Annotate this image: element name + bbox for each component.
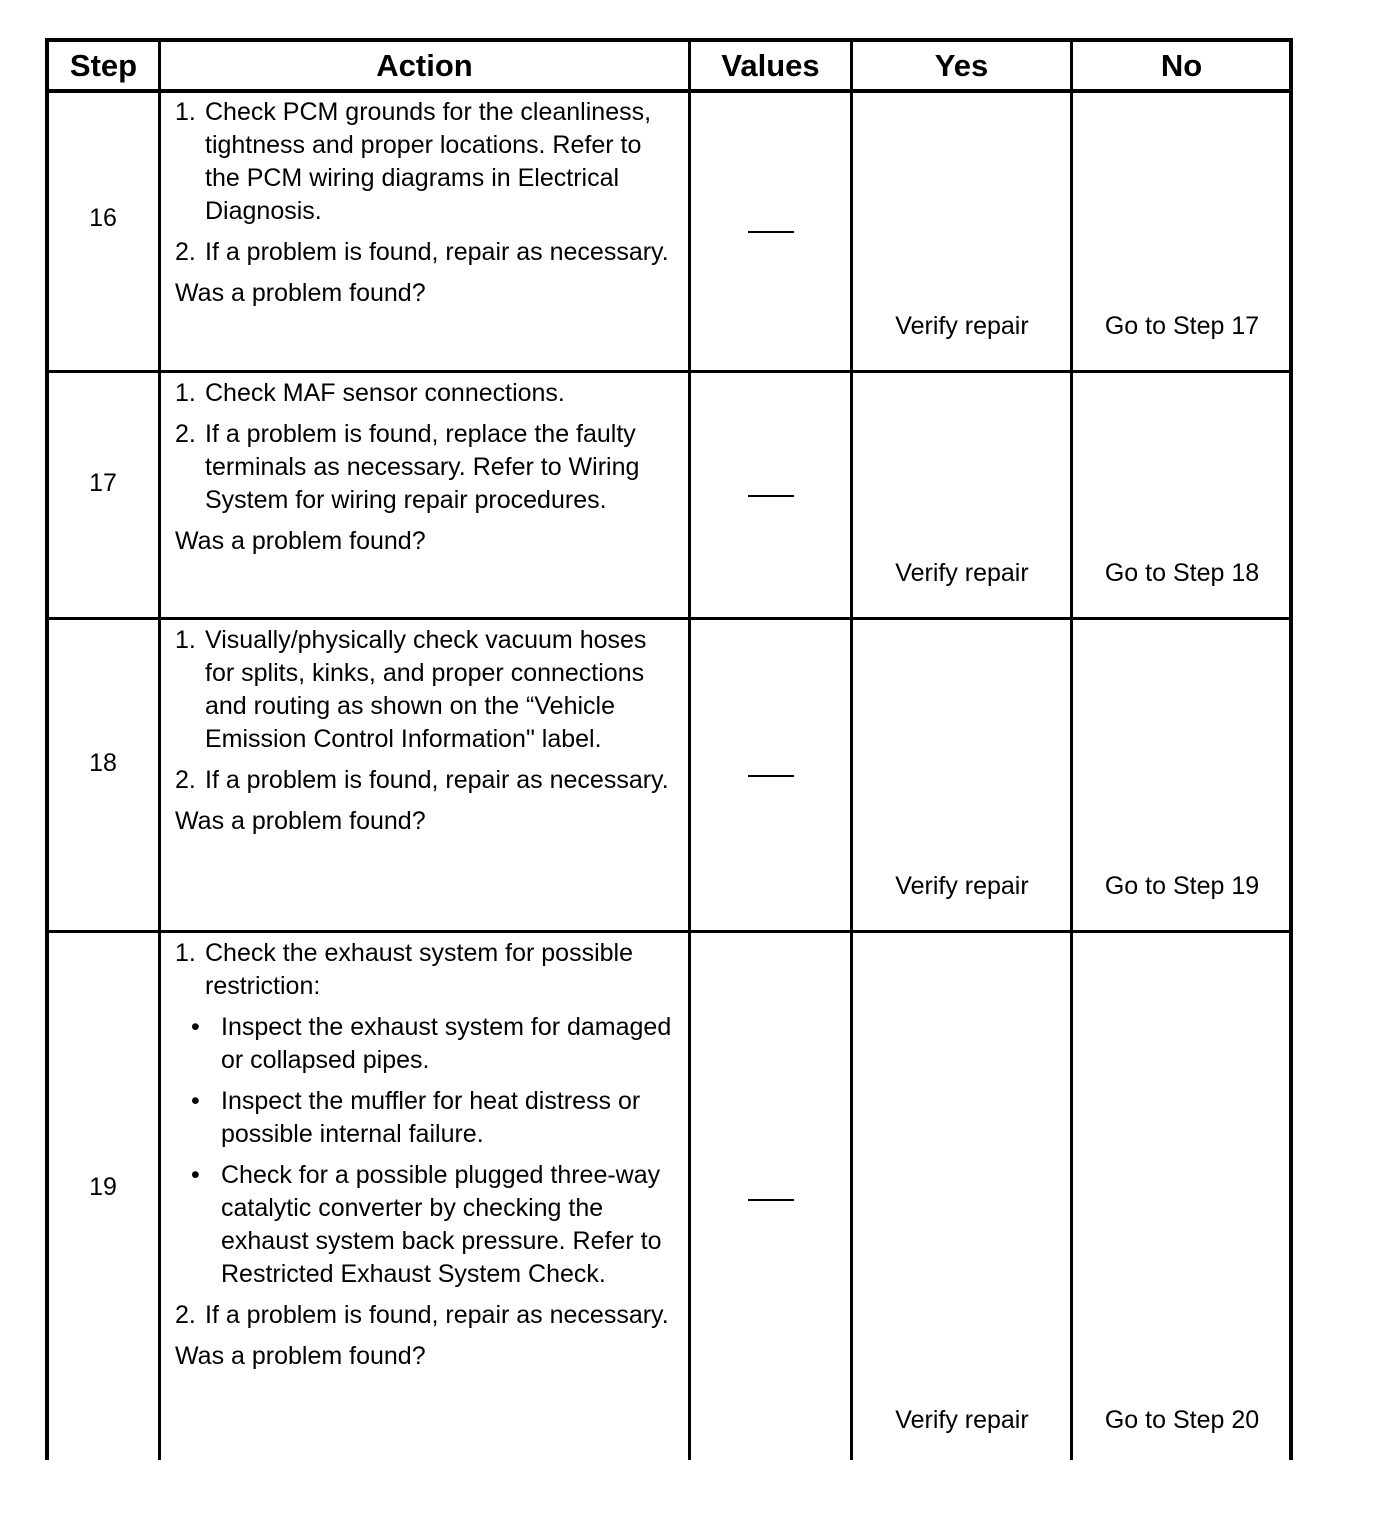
column-divider	[158, 42, 161, 1460]
column-divider	[688, 42, 691, 1460]
step-number: 16	[89, 204, 117, 232]
question-text: Was a problem found?	[175, 1342, 426, 1370]
list-item: 1. Visually/physically check vacuum hoses for splits, kinks, and proper connections and routing as shown on the “Vehicle Emission Control Information" label.	[175, 626, 647, 753]
values-dash	[748, 231, 794, 233]
step-number: 19	[89, 1173, 117, 1201]
action-cell	[175, 624, 675, 838]
values-dash	[748, 775, 794, 777]
header-step: Step	[69, 48, 138, 83]
action-cell	[175, 377, 675, 558]
list-item: 1. Check the exhaust system for possible restriction:	[175, 939, 633, 1000]
action-cell	[175, 96, 675, 310]
no-result: Go to Step 19	[1104, 872, 1260, 900]
values-dash	[748, 495, 794, 497]
step-number: 18	[89, 749, 117, 777]
yes-result: Verify repair	[895, 1406, 1029, 1434]
bullet-item: • Inspect the muffler for heat distress or possible internal failure.	[191, 1087, 641, 1148]
question-text: Was a problem found?	[175, 279, 426, 307]
values-dash	[748, 1199, 794, 1201]
list-item: 2. If a problem is found, replace the faulty terminals as necessary. Refer to Wiring System for wiring repair procedures.	[175, 420, 640, 514]
header-action: Action	[376, 48, 473, 83]
diagnostic-table	[45, 38, 1293, 1460]
header-no: No	[1160, 48, 1203, 83]
no-result: Go to Step 17	[1104, 312, 1260, 340]
header-values: Values	[721, 48, 820, 83]
list-item: 2. If a problem is found, repair as necessary.	[175, 1301, 669, 1329]
row-divider	[49, 930, 1289, 933]
yes-result: Verify repair	[895, 559, 1029, 587]
row-divider	[49, 370, 1289, 373]
question-text: Was a problem found?	[175, 807, 426, 835]
step-number: 17	[89, 469, 117, 497]
no-result: Go to Step 18	[1104, 559, 1260, 587]
list-item: 1. Check MAF sensor connections.	[175, 379, 565, 407]
column-divider	[850, 42, 853, 1460]
yes-result: Verify repair	[895, 312, 1029, 340]
list-item: 1. Check PCM grounds for the cleanliness, tightness and proper locations. Refer to the PCM wiring diagrams in Electrical Diagnosis.	[175, 98, 652, 225]
no-result: Go to Step 20	[1104, 1406, 1260, 1434]
column-divider	[1070, 42, 1073, 1460]
bullet-item: • Check for a possible plugged three-way catalytic converter by checking the exhaust system back pressure. Refer to Restricted Exhaust System Check.	[191, 1161, 662, 1288]
row-divider	[49, 617, 1289, 620]
question-text: Was a problem found?	[175, 527, 426, 555]
list-item: 2. If a problem is found, repair as necessary.	[175, 238, 669, 266]
list-item: 2. If a problem is found, repair as necessary.	[175, 766, 669, 794]
bullet-item: • Inspect the exhaust system for damaged or collapsed pipes.	[191, 1013, 672, 1074]
header-yes: Yes	[934, 48, 989, 83]
yes-result: Verify repair	[895, 872, 1029, 900]
action-cell	[175, 937, 675, 1373]
